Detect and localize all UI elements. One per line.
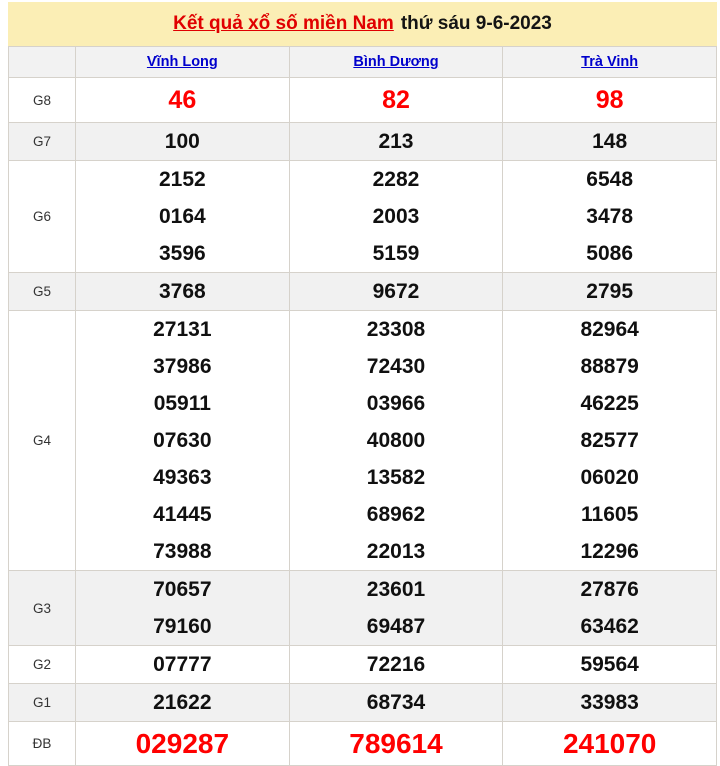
prize-numbers-cell bbox=[76, 273, 290, 311]
prize-numbers-cell bbox=[289, 684, 503, 722]
prize-number: 27876 bbox=[580, 578, 639, 601]
province-header-cell bbox=[503, 47, 717, 78]
prize-label: G4 bbox=[9, 311, 76, 571]
prize-numbers-cell bbox=[289, 161, 503, 273]
prize-number: 2795 bbox=[586, 280, 634, 303]
province-header-cell bbox=[76, 47, 290, 78]
prize-number: 789614 bbox=[349, 728, 443, 759]
province-link-0[interactable]: Vĩnh Long bbox=[146, 54, 218, 70]
prize-number: 37986 bbox=[153, 355, 212, 378]
corner-cell bbox=[9, 47, 76, 78]
prize-label: G8 bbox=[9, 78, 76, 123]
prize-number: 98 bbox=[595, 86, 624, 114]
prize-number: 82964 bbox=[580, 318, 639, 341]
prize-number: 72430 bbox=[366, 355, 426, 378]
prize-number: 13582 bbox=[366, 466, 426, 489]
prize-numbers-cell bbox=[76, 78, 290, 123]
prize-row-G8 bbox=[9, 78, 717, 123]
prize-number: 40800 bbox=[366, 429, 426, 452]
prize-number: 73988 bbox=[153, 540, 212, 563]
prize-number: 3478 bbox=[586, 205, 634, 228]
prize-numbers-cell bbox=[503, 311, 717, 571]
prize-number: 029287 bbox=[135, 728, 230, 759]
prize-number: 05911 bbox=[153, 392, 211, 415]
prize-numbers-cell bbox=[503, 78, 717, 123]
draw-date-text: thứ sáu 9-6-2023 bbox=[400, 13, 552, 34]
prize-label: ĐB bbox=[9, 722, 76, 766]
prize-row-G3 bbox=[9, 571, 717, 646]
prize-number: 33983 bbox=[580, 691, 639, 714]
prize-number: 68734 bbox=[366, 691, 426, 714]
prize-numbers-cell bbox=[289, 273, 503, 311]
prize-row-G4 bbox=[9, 311, 717, 571]
prize-numbers-cell bbox=[503, 684, 717, 722]
prize-number: 70657 bbox=[153, 578, 212, 601]
prize-label: G5 bbox=[9, 273, 76, 311]
prize-number: 07777 bbox=[153, 653, 212, 676]
prize-number: 49363 bbox=[153, 466, 212, 489]
prize-number: 2003 bbox=[372, 205, 420, 228]
prize-number: 100 bbox=[164, 130, 200, 153]
prize-number: 82577 bbox=[580, 429, 639, 452]
prize-numbers-cell bbox=[289, 646, 503, 684]
prize-label: G7 bbox=[9, 123, 76, 161]
province-link-1[interactable]: Bình Dương bbox=[353, 54, 439, 70]
prize-number: 213 bbox=[378, 130, 414, 153]
prize-number: 11605 bbox=[581, 503, 639, 526]
prize-numbers-cell bbox=[76, 722, 290, 766]
prize-row-G2 bbox=[9, 646, 717, 684]
results-body bbox=[9, 47, 717, 766]
prize-numbers-cell bbox=[503, 123, 717, 161]
prize-label: G2 bbox=[9, 646, 76, 684]
prize-numbers-cell bbox=[503, 161, 717, 273]
prize-number: 148 bbox=[592, 130, 628, 153]
prize-numbers-cell bbox=[289, 123, 503, 161]
prize-row-G1 bbox=[9, 684, 717, 722]
prize-number: 88879 bbox=[580, 355, 639, 378]
prize-number: 82 bbox=[382, 86, 410, 114]
prize-row-G6 bbox=[9, 161, 717, 273]
prize-number: 06020 bbox=[580, 466, 639, 489]
prize-numbers-cell bbox=[503, 646, 717, 684]
prize-numbers-cell bbox=[76, 571, 290, 646]
prize-numbers-cell bbox=[503, 571, 717, 646]
prize-numbers-cell bbox=[289, 722, 503, 766]
prize-numbers-cell bbox=[76, 646, 290, 684]
prize-number: 6548 bbox=[586, 168, 634, 191]
prize-number: 12296 bbox=[580, 540, 639, 563]
prize-number: 21622 bbox=[153, 691, 212, 714]
prize-numbers-cell bbox=[76, 123, 290, 161]
prize-number: 22013 bbox=[366, 540, 426, 563]
prize-numbers-cell bbox=[289, 311, 503, 571]
prize-number: 2152 bbox=[158, 168, 206, 191]
prize-label: G1 bbox=[9, 684, 76, 722]
prize-number: 5159 bbox=[372, 242, 420, 265]
title-bar bbox=[8, 2, 717, 46]
prize-number: 46 bbox=[168, 86, 197, 114]
prize-number: 3596 bbox=[158, 242, 206, 265]
prize-numbers-cell bbox=[503, 722, 717, 766]
prize-number: 72216 bbox=[366, 653, 426, 676]
table-header-row bbox=[9, 47, 717, 78]
prize-number: 23308 bbox=[366, 318, 426, 341]
prize-label: G6 bbox=[9, 161, 76, 273]
prize-number: 46225 bbox=[580, 392, 639, 415]
prize-number: 0164 bbox=[158, 205, 206, 228]
prize-numbers-cell bbox=[76, 311, 290, 571]
region-title-link[interactable]: Kết quả xổ số miền Nam bbox=[173, 13, 394, 34]
lottery-results-table bbox=[8, 46, 717, 766]
prize-number: 3768 bbox=[158, 280, 206, 303]
prize-number: 69487 bbox=[366, 615, 426, 638]
province-header-cell bbox=[289, 47, 503, 78]
prize-label: G3 bbox=[9, 571, 76, 646]
prize-row-G7 bbox=[9, 123, 717, 161]
prize-number: 59564 bbox=[580, 653, 639, 676]
prize-number: 79160 bbox=[153, 615, 212, 638]
prize-numbers-cell bbox=[76, 161, 290, 273]
prize-number: 41445 bbox=[153, 503, 212, 526]
prize-row-G5 bbox=[9, 273, 717, 311]
prize-row-ĐB bbox=[9, 722, 717, 766]
prize-number: 241070 bbox=[562, 728, 657, 759]
prize-number: 03966 bbox=[366, 392, 426, 415]
prize-number: 23601 bbox=[366, 578, 426, 601]
prize-number: 5086 bbox=[586, 242, 634, 265]
prize-numbers-cell bbox=[76, 684, 290, 722]
prize-number: 2282 bbox=[372, 168, 420, 191]
prize-number: 07630 bbox=[153, 429, 212, 452]
prize-number: 63462 bbox=[580, 615, 639, 638]
prize-number: 68962 bbox=[366, 503, 426, 526]
prize-number: 9672 bbox=[372, 280, 420, 303]
prize-numbers-cell bbox=[289, 78, 503, 123]
prize-numbers-cell bbox=[503, 273, 717, 311]
prize-number: 27131 bbox=[153, 318, 212, 341]
prize-numbers-cell bbox=[289, 571, 503, 646]
province-link-2[interactable]: Trà Vinh bbox=[581, 54, 639, 70]
